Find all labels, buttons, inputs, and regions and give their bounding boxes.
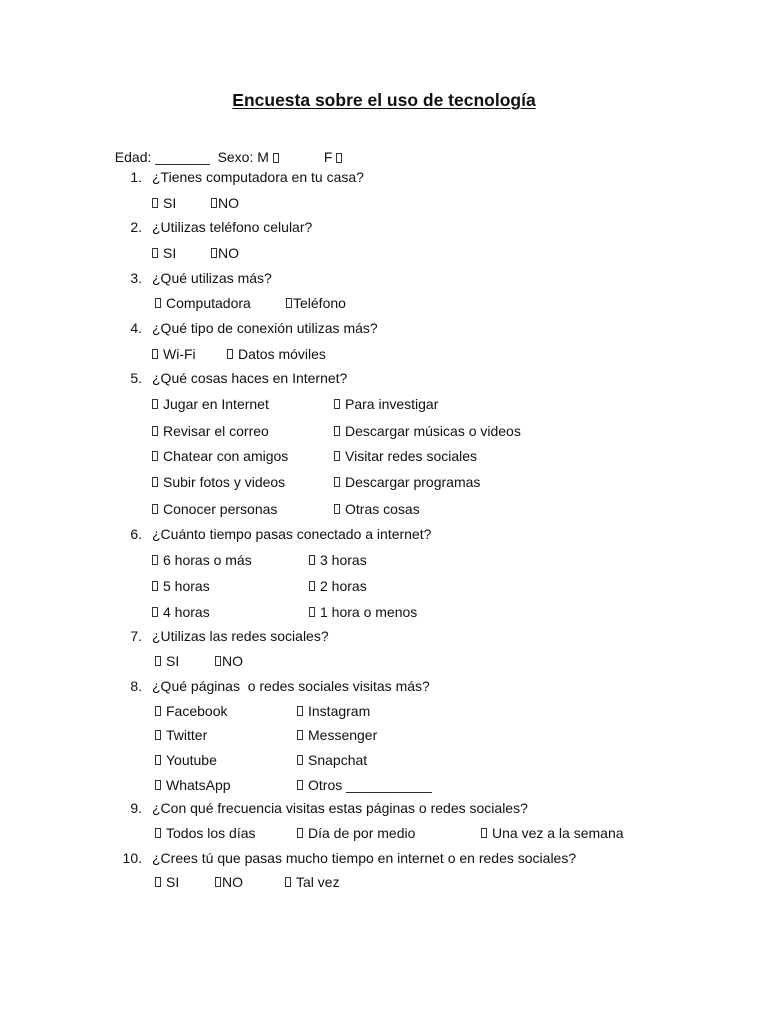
checkbox[interactable] bbox=[297, 706, 303, 716]
option-label: 4 horas bbox=[163, 604, 210, 620]
option-2-horas[interactable] bbox=[309, 578, 367, 594]
checkbox[interactable] bbox=[285, 877, 291, 887]
checkbox[interactable] bbox=[297, 828, 303, 838]
question-number: 8. bbox=[130, 678, 142, 694]
option-si[interactable] bbox=[155, 874, 179, 890]
option-whatsapp[interactable] bbox=[155, 777, 231, 793]
option-label: NO bbox=[218, 245, 239, 261]
checkbox[interactable] bbox=[155, 780, 161, 790]
question-number: 10. bbox=[122, 850, 142, 866]
question-text: ¿Con qué frecuencia visitas estas páginas o redes sociales? bbox=[152, 800, 528, 816]
checkbox[interactable] bbox=[286, 298, 292, 308]
option-label: Twitter bbox=[166, 727, 208, 743]
option-si[interactable] bbox=[155, 653, 179, 669]
option-tal-vez[interactable] bbox=[285, 874, 340, 890]
checkbox[interactable] bbox=[334, 504, 340, 514]
option-label: Otras cosas bbox=[345, 501, 420, 517]
option-conocer-personas[interactable] bbox=[152, 501, 277, 517]
checkbox[interactable] bbox=[155, 730, 161, 740]
option-label: Facebook bbox=[166, 703, 228, 719]
question-number: 6. bbox=[130, 526, 142, 542]
checkbox[interactable] bbox=[227, 349, 233, 359]
option-label: Descargar músicas o videos bbox=[345, 423, 521, 439]
option-label: SI bbox=[163, 245, 177, 261]
checkbox[interactable] bbox=[309, 581, 315, 591]
question-text: ¿Utilizas las redes sociales? bbox=[152, 628, 329, 644]
question-number: 3. bbox=[130, 270, 142, 286]
option-subir-fotos[interactable] bbox=[152, 474, 285, 490]
option-descargar-musicas[interactable] bbox=[334, 423, 521, 439]
option-4-horas[interactable] bbox=[152, 604, 210, 620]
checkbox[interactable] bbox=[215, 656, 221, 666]
checkbox[interactable] bbox=[334, 477, 340, 487]
question-text: ¿Qué tipo de conexión utilizas más? bbox=[152, 320, 378, 336]
option-otros[interactable] bbox=[297, 777, 432, 793]
option-si[interactable] bbox=[152, 195, 176, 211]
question-text: ¿Qué utilizas más? bbox=[152, 270, 272, 286]
option-label: Jugar en Internet bbox=[163, 396, 269, 412]
option-messenger[interactable] bbox=[297, 727, 377, 743]
option-label: Snapchat bbox=[308, 752, 368, 768]
checkbox[interactable] bbox=[152, 349, 158, 359]
option-twitter[interactable] bbox=[155, 727, 207, 743]
checkbox[interactable] bbox=[297, 755, 303, 765]
option-no[interactable] bbox=[211, 245, 239, 261]
question-number: 7. bbox=[130, 628, 142, 644]
checkbox[interactable] bbox=[152, 451, 158, 461]
option-label: Todos los días bbox=[166, 825, 256, 841]
option-investigar[interactable] bbox=[334, 396, 438, 412]
option-snapchat[interactable] bbox=[297, 752, 367, 768]
option-label: NO bbox=[218, 195, 239, 211]
option-label: Revisar el correo bbox=[163, 423, 269, 439]
option-datos-moviles[interactable] bbox=[227, 346, 326, 362]
option-label: 6 horas o más bbox=[163, 552, 252, 568]
checkbox[interactable] bbox=[152, 426, 158, 436]
option-label: NO bbox=[222, 653, 243, 669]
survey-title: Encuesta sobre el uso de tecnología bbox=[232, 90, 536, 110]
option-jugar[interactable] bbox=[152, 396, 269, 412]
checkbox[interactable] bbox=[155, 656, 161, 666]
header-fields bbox=[107, 133, 347, 165]
checkbox[interactable] bbox=[155, 877, 161, 887]
option-label: Messenger bbox=[308, 727, 378, 743]
checkbox[interactable] bbox=[152, 248, 158, 258]
option-label: SI bbox=[166, 653, 180, 669]
option-label: Youtube bbox=[166, 752, 217, 768]
checkbox[interactable] bbox=[309, 555, 315, 565]
question-text: ¿Cuánto tiempo pasas conectado a internet? bbox=[152, 526, 432, 542]
option-label: WhatsApp bbox=[166, 777, 231, 793]
option-correo[interactable] bbox=[152, 423, 269, 439]
option-instagram[interactable] bbox=[297, 703, 370, 719]
option-label: Computadora bbox=[166, 295, 251, 311]
question-text: ¿Tienes computadora en tu casa? bbox=[152, 169, 364, 185]
option-label: 2 horas bbox=[320, 578, 367, 594]
edad-blank[interactable]: _______ bbox=[155, 149, 210, 165]
option-label: Wi-Fi bbox=[163, 346, 196, 362]
question-text: ¿Qué páginas o redes sociales visitas más? bbox=[152, 678, 430, 694]
option-6-horas[interactable] bbox=[152, 552, 252, 568]
option-label: Chatear con amigos bbox=[163, 448, 289, 464]
checkbox[interactable] bbox=[155, 828, 161, 838]
option-wifi[interactable] bbox=[152, 346, 196, 362]
option-3-horas[interactable] bbox=[309, 552, 367, 568]
option-no[interactable] bbox=[215, 874, 243, 890]
option-label: SI bbox=[166, 874, 180, 890]
question-number: 9. bbox=[130, 800, 142, 816]
checkbox[interactable] bbox=[152, 555, 158, 565]
option-todos-los-dias[interactable] bbox=[155, 825, 256, 841]
option-dia-de-por-medio[interactable] bbox=[297, 825, 415, 841]
checkbox[interactable] bbox=[155, 298, 161, 308]
checkbox[interactable] bbox=[152, 607, 158, 617]
sexo-m-label: Sexo: M bbox=[217, 149, 269, 165]
option-no[interactable] bbox=[215, 653, 243, 669]
question-number: 2. bbox=[130, 219, 142, 235]
option-label: Para investigar bbox=[345, 396, 439, 412]
question-text: ¿Qué cosas haces en Internet? bbox=[152, 370, 348, 386]
option-label: Otros ___________ bbox=[308, 777, 432, 793]
option-label: Datos móviles bbox=[238, 346, 326, 362]
checkbox[interactable] bbox=[297, 780, 303, 790]
option-redes[interactable] bbox=[334, 448, 477, 464]
option-label: NO bbox=[222, 874, 243, 890]
option-label: Día de por medio bbox=[308, 825, 416, 841]
question-number: 4. bbox=[130, 320, 142, 336]
option-5-horas[interactable] bbox=[152, 578, 210, 594]
checkbox[interactable] bbox=[152, 477, 158, 487]
option-label: Visitar redes sociales bbox=[345, 448, 478, 464]
option-label: Instagram bbox=[308, 703, 371, 719]
option-facebook[interactable] bbox=[155, 703, 227, 719]
option-label: Tal vez bbox=[296, 874, 340, 890]
checkbox[interactable] bbox=[211, 248, 217, 258]
question-number: 5. bbox=[130, 370, 142, 386]
option-no[interactable] bbox=[211, 195, 239, 211]
checkbox-m[interactable] bbox=[273, 153, 279, 163]
option-1-hora[interactable] bbox=[309, 604, 417, 620]
option-computadora[interactable] bbox=[155, 295, 251, 311]
checkbox[interactable] bbox=[215, 877, 221, 887]
option-label: Conocer personas bbox=[163, 501, 278, 517]
checkbox[interactable] bbox=[152, 198, 158, 208]
checkbox[interactable] bbox=[297, 730, 303, 740]
checkbox[interactable] bbox=[334, 426, 340, 436]
option-label: Subir fotos y videos bbox=[163, 474, 286, 490]
sexo-f-label: F bbox=[323, 149, 333, 165]
edad-label: Edad: bbox=[114, 149, 152, 165]
checkbox[interactable] bbox=[309, 607, 315, 617]
option-otras-cosas[interactable] bbox=[334, 501, 420, 517]
option-label: Teléfono bbox=[293, 295, 346, 311]
option-chatear[interactable] bbox=[152, 448, 288, 464]
checkbox[interactable] bbox=[152, 504, 158, 514]
checkbox[interactable] bbox=[211, 198, 217, 208]
question-number: 1. bbox=[130, 169, 142, 185]
checkbox[interactable] bbox=[152, 581, 158, 591]
option-descargar-programas[interactable] bbox=[334, 474, 480, 490]
option-si[interactable] bbox=[152, 245, 176, 261]
option-label: SI bbox=[163, 195, 177, 211]
option-label: 1 hora o menos bbox=[320, 604, 418, 620]
checkbox[interactable] bbox=[481, 828, 487, 838]
option-label: Descargar programas bbox=[345, 474, 481, 490]
checkbox[interactable] bbox=[155, 755, 161, 765]
option-telefono[interactable] bbox=[286, 295, 346, 311]
option-label: 3 horas bbox=[320, 552, 367, 568]
option-label: 5 horas bbox=[163, 578, 210, 594]
option-una-vez-semana[interactable] bbox=[481, 825, 624, 841]
checkbox[interactable] bbox=[334, 451, 340, 461]
checkbox[interactable] bbox=[334, 399, 340, 409]
option-youtube[interactable] bbox=[155, 752, 217, 768]
option-label: Una vez a la semana bbox=[492, 825, 624, 841]
checkbox-f[interactable] bbox=[336, 153, 342, 163]
question-text: ¿Utilizas teléfono celular? bbox=[152, 219, 313, 235]
checkbox[interactable] bbox=[155, 706, 161, 716]
checkbox[interactable] bbox=[152, 399, 158, 409]
question-text: ¿Crees tú que pasas mucho tiempo en internet o en redes sociales? bbox=[152, 850, 577, 866]
